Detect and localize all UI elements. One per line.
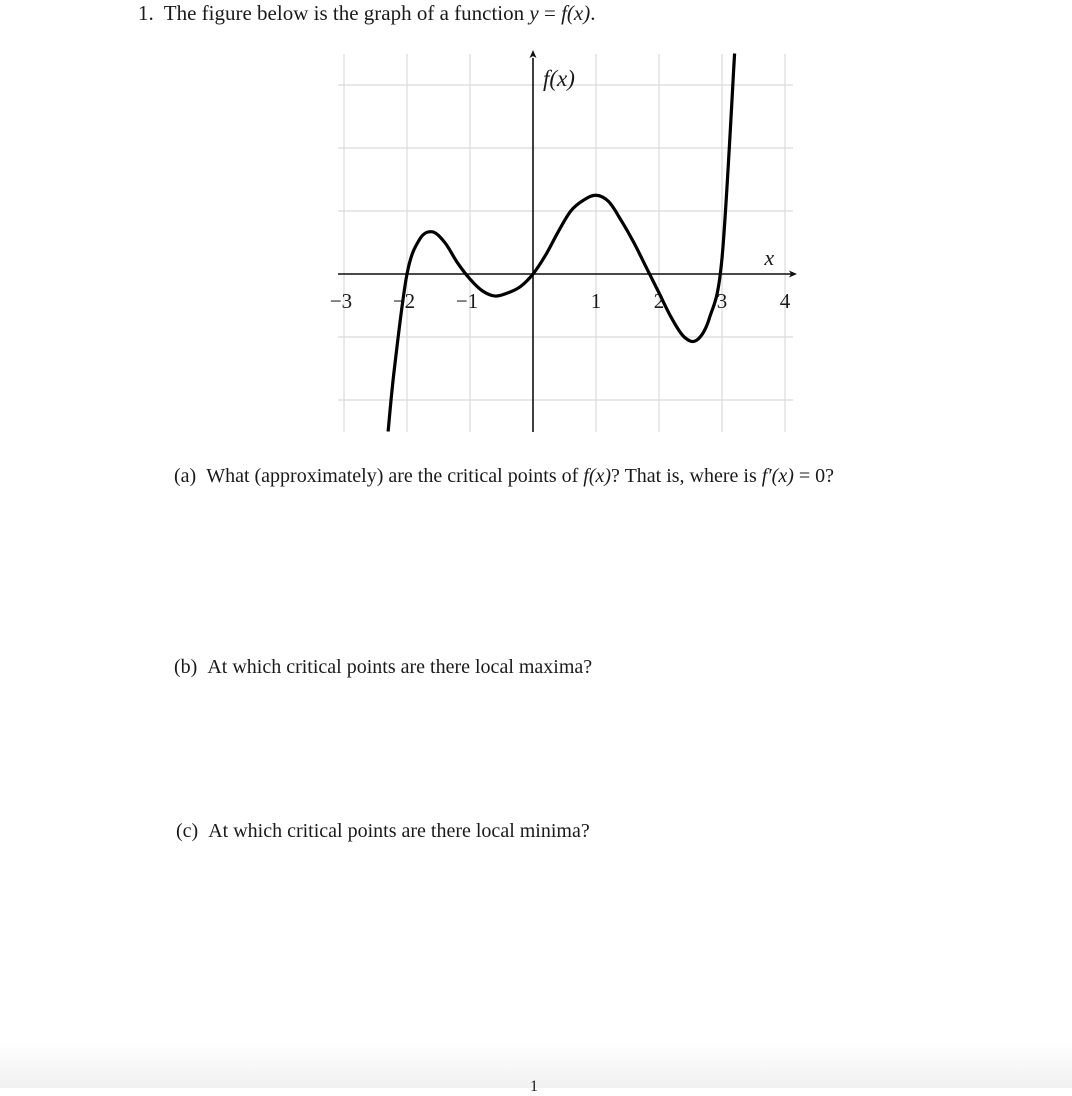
part-b-text: At which critical points are there local maxima? — [207, 656, 593, 678]
part-b-label: (b) — [174, 656, 198, 678]
equation-period: . — [590, 1, 596, 25]
function-curve — [388, 54, 734, 432]
curve-layer — [388, 54, 734, 432]
x-tick-label: −1 — [455, 289, 479, 313]
part-a-text1: What (approximately) are the critical points of — [206, 465, 579, 487]
equation-rhs: f(x) — [561, 1, 591, 25]
x-tick-labels — [330, 289, 791, 313]
part-a-label: (a) — [174, 465, 197, 487]
part-c — [176, 818, 590, 844]
x-axis-label: x — [764, 245, 775, 270]
x-tick-label: 3 — [716, 289, 728, 313]
part-a-text2: ? That is, where is — [611, 465, 757, 487]
part-a-eq: = 0? — [793, 465, 835, 487]
x-tick-label: 1 — [590, 289, 602, 313]
part-a — [174, 463, 834, 489]
equation-lhs: y — [529, 1, 539, 25]
x-tick-label: 2 — [653, 289, 665, 313]
function-graph — [0, 0, 1072, 440]
x-tick-label: 4 — [779, 289, 791, 313]
y-axis-label: f(x) — [543, 66, 575, 91]
equation-eq: = — [538, 1, 562, 25]
page-number: 1 — [530, 1078, 538, 1095]
part-a-fprime: f′(x) — [761, 465, 794, 487]
part-c-text: At which critical points are there local minima? — [208, 820, 590, 842]
problem-number: 1. — [138, 1, 154, 25]
problem-text: The figure below is the graph of a function — [163, 1, 525, 25]
part-b — [174, 654, 592, 680]
part-a-fx: f(x) — [583, 465, 612, 487]
part-c-label: (c) — [176, 820, 199, 842]
x-tick-label: −3 — [329, 289, 353, 313]
x-tick-label: −2 — [392, 289, 416, 313]
